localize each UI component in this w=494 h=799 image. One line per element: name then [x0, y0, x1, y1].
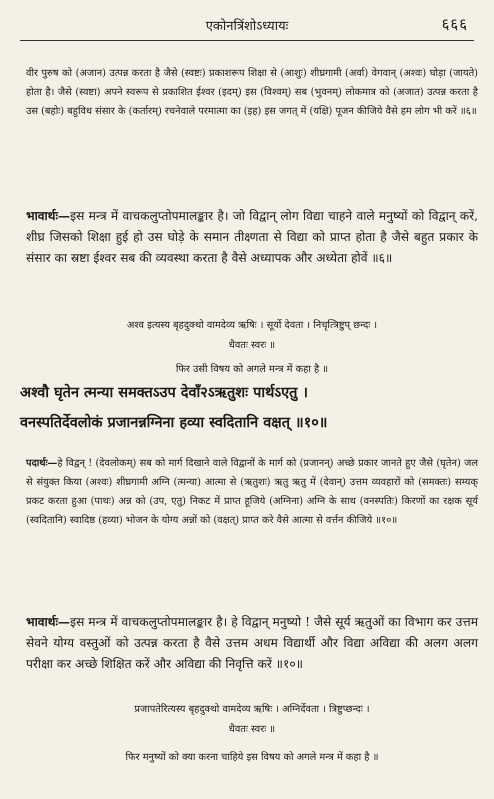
- bhavartha-paragraph-10: [26, 612, 478, 675]
- page-header: [0, 14, 494, 42]
- header-rule: [20, 40, 474, 41]
- mantra-line-1: अश्वौ घृतेन त्मन्या समक्तऽउप देवाँ२ऽऋतुशः पार्थऽएतु ।: [20, 384, 308, 401]
- padartha-text: हे विद्वन् ! (देवलोकम्) सब को मार्ग दिखाने वाले विद्वानों के मार्ग को (प्रजानन्) अच्छे प्रकार जानते हुए जैसे (घृतेन) जल से संयुक्त किया (अश्वः) शीघ्रगामी अग्नि (त्मन्या) आत्मा से (ऋतुशः) ऋतु ऋतु में (देवान्) उत्तम व्यवहारों को (समक्तः) सम्यक् प्रकट करता हुआ (पाथः) अन्न को (उप, एतु) निकट में प्राप्त हूजिये (अग्निना) अग्नि के साथ (वनस्पतिः) किरणों का रक्षक सूर्य (स्वदितानि) स्वादिष्ठ (हव्या) भोजन के योग्य अन्नों को (वक्षत्) प्राप्त करे वैसे आत्मा से वर्त्तन कीजिये ॥१०॥: [26, 458, 478, 526]
- padartha-paragraph-10: [26, 454, 478, 530]
- mantra-line-2: वनस्पतिर्देवलोकं प्रजानन्नग्निना हव्या स्वदितानि वक्षत् ॥१०॥: [20, 414, 328, 431]
- svara-line: धैवतः स्वरः ॥: [228, 724, 276, 735]
- chapter-title: एकोनत्रिंशोऽध्यायः: [205, 19, 289, 34]
- bhavartha-paragraph-9: [26, 206, 478, 269]
- bhavartha-label: भावार्थः—: [26, 615, 71, 629]
- mantra-intro: फिर उसी विषय को अगले मन्त्र में कहा है ॥: [175, 364, 329, 375]
- bhavartha-label: भावार्थः—: [26, 209, 71, 223]
- bhavartha-text: इस मन्त्र में वाचकलुप्तोपमालङ्कार है। जो विद्वान् लोग विद्या चाहने वाले मनुष्यों को विद्वान् करें, शीघ्र जिसको शिक्षा हुई हो उस घोड़े के समान तीक्ष्णता से विद्या को प्राप्त होता है जैसे बहुत प्रकार के संसार का स्रष्टा ईश्वर सब की व्यवस्था करता है वैसे अध्यापक और अध्येता होवें ॥६॥: [26, 209, 478, 265]
- bhavartha-text: इस मन्त्र में वाचकलुप्तोपमालङ्कार है। हे विद्वान् मनुष्यो ! जैसे सूर्य ऋतुओं का विभाग कर उत्तम सेवने योग्य वस्तुओं को उत्पन्न करता है वैसे उत्तम अधम विद्यार्थी और विद्या अविद्या की अलग अलग परीक्षा कर अच्छे शिक्षित करें और अविद्या की निवृत्ति करें ॥१०॥: [26, 615, 478, 671]
- padartha-label: पदार्थः—: [26, 458, 58, 469]
- page-number: ६६६: [441, 15, 468, 33]
- mantra-intro: फिर मनुष्यों को क्या करना चाहिये इस विषय को अगले मन्त्र में कहा है ॥: [125, 752, 379, 763]
- rishi-line: प्रजापतेरित्यस्य बृहदुक्थो वामदेव्य ऋषिः । अग्निर्देवता । त्रिष्टुप्छन्दः ।: [134, 704, 370, 715]
- svara-line: धैवतः स्वरः ॥: [228, 340, 276, 351]
- padartha-continuation: वीर पुरुष को (अजान) उत्पन्न करता है जैसे (स्वष्टः) प्रकाशरूप शिक्षा से (आशुः) शीघ्रगामी (अर्वा) वेगवान् (अश्वः) घोड़ा (जायते) होता है। जैसे (स्वष्टा) अपने स्वरूप से प्रकाशित ईश्वर (इदम्) इस (विश्वम्) सब (भुवनम्) लोकमात्र को (अजात) उत्पन्न करता है उस (बहोः) बहुविध संसार के (कर्तारम्) रचनेवाले परमात्मा का (इह) इस जगत् में (यक्षि) पूजन कीजिये वैसे हम लोग भी करें ॥६॥: [26, 68, 478, 117]
- rishi-line: अश्व इत्यस्य बृहदुक्थो वामदेव्य ऋषिः । सूर्यो देवता । निचृत्त्रिष्टुप् छन्दः ।: [126, 320, 378, 331]
